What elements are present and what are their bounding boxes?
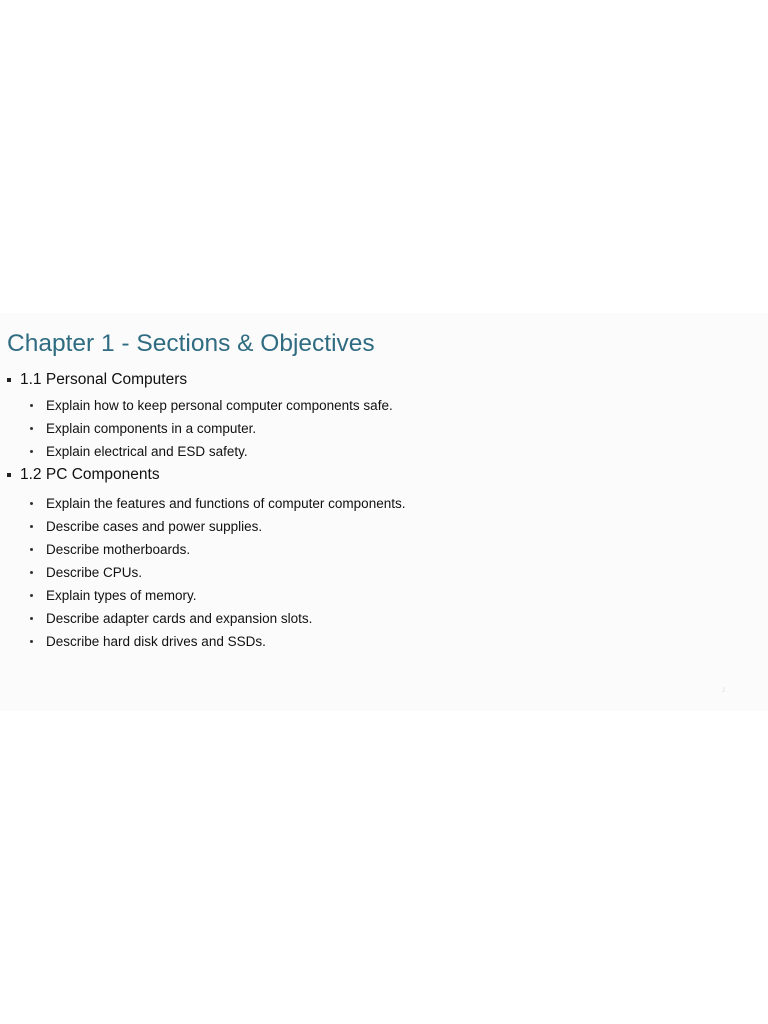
objective-text: Explain components in a computer. [46, 421, 257, 436]
dot-bullet-icon [30, 525, 33, 528]
objective-text: Explain the features and functions of computer components. [46, 496, 406, 511]
section-heading: 1.1 Personal Computers [20, 371, 188, 388]
objective-item [0, 607, 768, 630]
objective-text: Describe motherboards. [46, 542, 191, 557]
objective-text: Explain how to keep personal computer components safe. [46, 398, 393, 413]
objective-item [0, 561, 768, 584]
slide [0, 313, 768, 711]
objective-item [0, 417, 768, 440]
objective-list [0, 492, 768, 653]
dot-bullet-icon [30, 594, 33, 597]
objective-item [0, 394, 768, 417]
objective-text: Explain types of memory. [46, 588, 197, 603]
objective-text: Describe hard disk drives and SSDs. [46, 634, 266, 649]
objective-text: Describe cases and power supplies. [46, 519, 263, 534]
slide-title: Chapter 1 - Sections & Objectives [7, 330, 375, 357]
dot-bullet-icon [30, 502, 33, 505]
objective-item [0, 492, 768, 515]
objective-text: Describe adapter cards and expansion slots. [46, 611, 313, 626]
objective-item [0, 584, 768, 607]
objective-text: Describe CPUs. [46, 565, 143, 580]
objective-item [0, 440, 768, 463]
dot-bullet-icon [30, 548, 33, 551]
objective-item [0, 630, 768, 653]
section-heading-row [0, 462, 768, 488]
section-heading-row [0, 367, 768, 393]
page-number: 2 [722, 688, 726, 694]
section-list [0, 367, 768, 653]
objective-text: Explain electrical and ESD safety. [46, 444, 248, 459]
dot-bullet-icon [30, 404, 33, 407]
dot-bullet-icon [30, 427, 33, 430]
dot-bullet-icon [30, 571, 33, 574]
objective-list [0, 394, 768, 463]
section-heading: 1.2 PC Components [20, 466, 160, 483]
dot-bullet-icon [30, 640, 33, 643]
dot-bullet-icon [30, 450, 33, 453]
square-bullet-icon [7, 378, 11, 382]
objective-item [0, 515, 768, 538]
square-bullet-icon [7, 473, 11, 477]
dot-bullet-icon [30, 617, 33, 620]
section-item [0, 462, 768, 653]
objective-item [0, 538, 768, 561]
section-item [0, 367, 768, 463]
